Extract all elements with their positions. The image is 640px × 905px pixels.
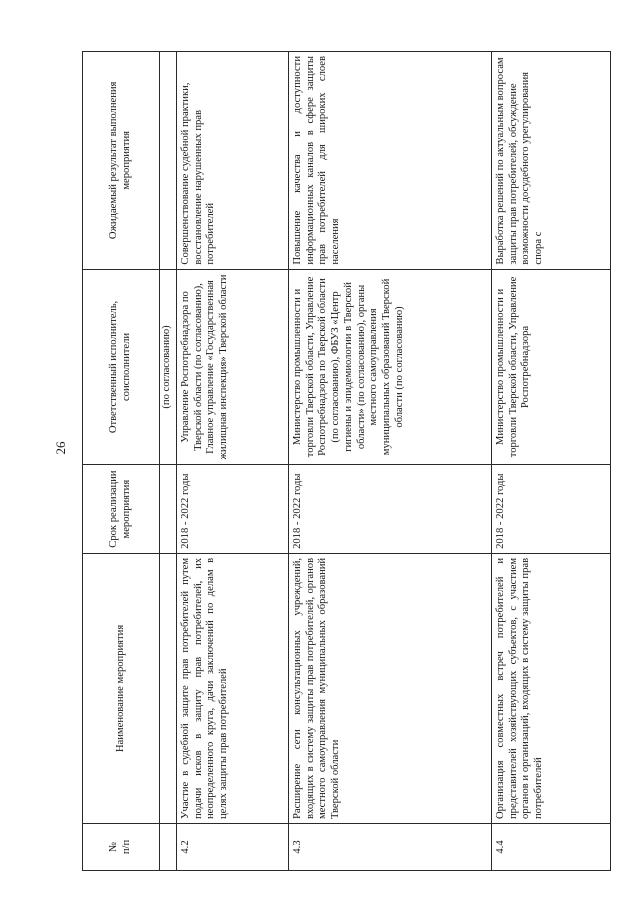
continuation-cell-name: [160, 553, 177, 823]
row-expected-result: Повышение качества и доступности информационных каналов в сфере защиты прав потребителей для широких слоев населения: [289, 52, 492, 270]
table-row: [177, 52, 289, 871]
header-measure-name: Наименование мероприятия: [83, 553, 160, 823]
header-expected-result: Ожидаемый результат выполнения мероприятия: [83, 52, 160, 270]
row-term: 2018 - 2022 годы: [492, 465, 611, 554]
table-continuation-row: [160, 52, 177, 871]
table-row: [289, 52, 492, 871]
continuation-cell-term: [160, 465, 177, 554]
continuation-cell-exec: (по согласованию): [160, 269, 177, 465]
row-term: 2018 - 2022 годы: [289, 465, 492, 554]
row-measure-name: Расширение сети консультационных учреждений, входящих в систему защиты прав потребителей, органов местного самоуправления муниципальных образований Тверской области: [289, 553, 492, 823]
row-executor: Управление Роспотребнадзора по Тверской области (по согласованию), Главное управление «Государственная жилищная инспекция» Тверской области: [177, 269, 289, 465]
row-expected-result: Совершенствование судебной практики, восстановление нарушенных прав потребителей: [177, 52, 289, 270]
header-executor: Ответственный исполнитель, соисполнители: [83, 269, 160, 465]
row-number: 4.2: [177, 823, 289, 870]
row-measure-name: Организация совместных встреч потребителей и представителей хозяйствующих субъектов, с участием органов и организаций, входящих в систему защиты прав потребителей: [492, 553, 611, 823]
row-expected-result: Выработка решений по актуальным вопросам защиты прав потребителей, обсуждение возможности досудебного урегулирования спора с: [492, 52, 611, 270]
row-measure-name: Участие в судебной защите прав потребителей путем подачи исков в защиту прав потребителей, их неопределенного круга, дачи заключений по делам в целях защиты прав потребителей: [177, 553, 289, 823]
continuation-cell-num: [160, 823, 177, 870]
header-number: № п/п: [83, 823, 160, 870]
row-number: 4.3: [289, 823, 492, 870]
page-number: 26: [53, 441, 68, 455]
measures-table: [82, 51, 611, 871]
row-executor: Министерство промышленности и торговли Тверской области, Управление Роспотребнадзора по Тверской области (по согласованию), ФБУЗ «Центр гигиены и эпидемиологии в Тверской области» (по согласованию), органы местного самоуправления муниципальных образований Тверской области (по согласованию): [289, 269, 492, 465]
row-term: 2018 - 2022 годы: [177, 465, 289, 554]
row-number: 4.4: [492, 823, 611, 870]
table-header-row: [83, 52, 160, 871]
table-row: [492, 52, 611, 871]
row-executor: Министерство промышленности и торговли Тверской области, Управление Роспотребнадзора: [492, 269, 611, 465]
header-term: Срок реализации мероприятия: [83, 465, 160, 554]
measures-table-container: [82, 51, 618, 871]
continuation-cell-result: [160, 52, 177, 270]
